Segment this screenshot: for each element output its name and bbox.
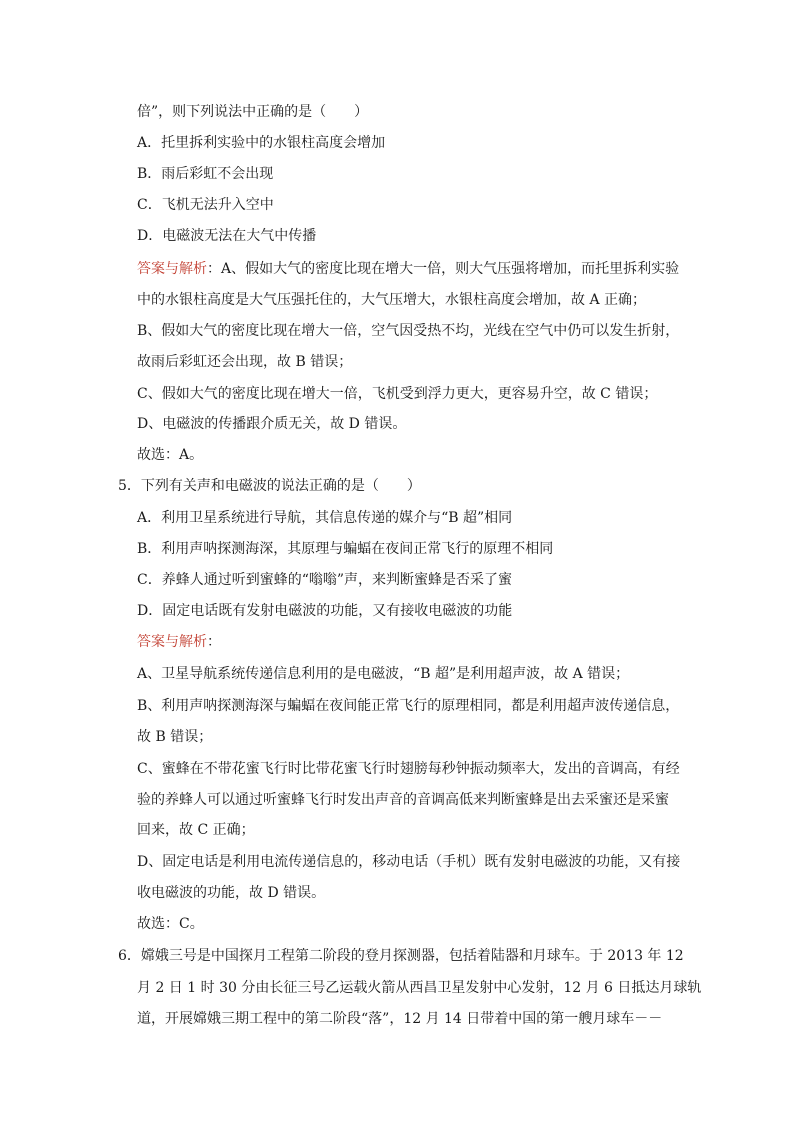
- q4-analysis-line-5: C、假如大气的密度比现在增大一倍，飞机受到浮力更大，更容易升空，故 C 错误；: [137, 386, 658, 402]
- q4-analysis-line-3: B、假如大气的密度比现在增大一倍，空气因受热不均，光线在空气中仍可以发生折射，: [137, 323, 680, 339]
- q4-analysis-line-2: 中的水银柱高度是大气压强托住的，大气压增大，水银柱高度会增加，故 A 正确；: [137, 292, 647, 308]
- q4-analysis-line-6: D、电磁波的传播跟介质无关，故 D 错误。: [137, 416, 407, 432]
- q5-answer-line: [137, 632, 221, 652]
- q4-option-b: B．雨后彩虹不会出现: [137, 166, 274, 182]
- q4-answer-label: 答案与解析: [137, 261, 207, 277]
- q5-analysis-line-8: 收电磁波的功能，故 D 错误。: [137, 885, 326, 901]
- q4-analysis-line-1: [137, 259, 679, 279]
- q5-analysis-line-1: A、卫星导航系统传递信息利用的是电磁波，“B 超”是利用超声波，故 A 错误；: [137, 666, 630, 682]
- q4-analysis-line-4: 故雨后彩虹还会出现，故 B 错误；: [137, 354, 353, 370]
- q6-stem-line-2: 月 2 日 1 时 30 分由长征三号乙运载火箭从西昌卫星发射中心发射，12 月 6 日抵达月球轨: [137, 980, 702, 996]
- q5-analysis-line-4: C、蜜蜂在不带花蜜飞行时比带花蜜飞行时翅膀每秒钟振动频率大，发出的音调高，有经: [137, 761, 680, 777]
- q6-stem-line-1: 6．嫦娥三号是中国探月工程第二阶段的登月探测器，包括着陆器和月球车。于 2013 年 12: [118, 948, 684, 964]
- q5-analysis-line-3: 故 B 错误；: [137, 729, 213, 745]
- q5-analysis-line-2: B、利用声呐探测海深与蝙蝠在夜间能正常飞行的原理相同，都是利用超声波传递信息，: [137, 698, 680, 714]
- q4-stem-tail: 倍”，则下列说法中正确的是（ ）: [137, 104, 369, 120]
- q5-analysis-line-5: 验的养蜂人可以通过听蜜蜂飞行时发出声音的音调高低来判断蜜蜂是出去采蜜还是采蜜: [137, 792, 669, 808]
- q5-option-b: B．利用声呐探测海深，其原理与蝙蝠在夜间正常飞行的原理不相同: [137, 541, 554, 557]
- q4-analysis-text-1: ：A、假如大气的密度比现在增大一倍，则大气压强将增加，而托里拆利实验: [207, 261, 680, 277]
- q4-option-d: D．电磁波无法在大气中传播: [137, 228, 317, 244]
- q4-option-c: C．飞机无法升入空中: [137, 197, 274, 213]
- q4-conclusion: 故选：A。: [137, 447, 204, 463]
- q5-option-d: D．固定电话既有发射电磁波的功能，又有接收电磁波的功能: [137, 603, 513, 619]
- q5-analysis-line-6: 回来，故 C 正确；: [137, 822, 255, 838]
- q5-option-a: A．利用卫星系统进行导航，其信息传递的媒介与“B 超”相同: [137, 510, 513, 526]
- q5-conclusion: 故选：C。: [137, 916, 204, 932]
- q5-answer-label: 答案与解析: [137, 634, 207, 650]
- q5-answer-colon: ：: [207, 634, 221, 650]
- q5-analysis-line-7: D、固定电话是利用电流传递信息的，移动电话（手机）既有发射电磁波的功能，又有接: [137, 854, 681, 870]
- q6-stem-line-3: 道，开展嫦娥三期工程中的第二阶段“落”，12 月 14 日带着中国的第一艘月球车－－: [137, 1011, 663, 1027]
- q5-stem: 5．下列有关声和电磁波的说法正确的是（ ）: [118, 478, 421, 494]
- q5-option-c: C．养蜂人通过听到蜜蜂的“嗡嗡”声，来判断蜜蜂是否采了蜜: [137, 572, 513, 588]
- q4-option-a: A．托里拆利实验中的水银柱高度会增加: [137, 135, 386, 151]
